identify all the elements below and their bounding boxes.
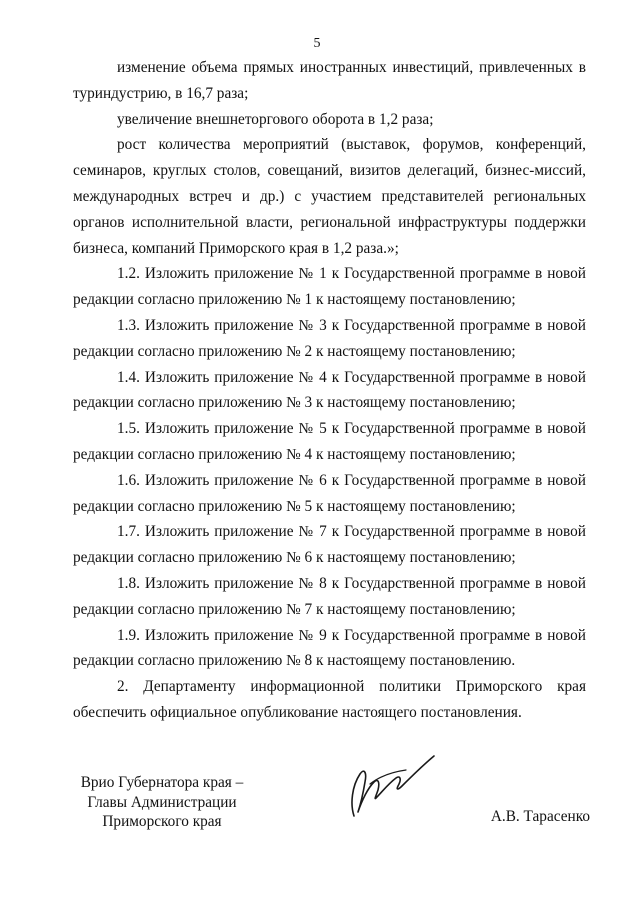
- paragraph-events-count: рост количества мероприятий (выставок, форумов, конференций, семинаров, круглых столов, совещаний, визитов делегаций, бизнес-миссий, международных встреч и др.) с участием представителей региональных органов исполнительной власти, региональной инфраструктуры поддержки бизнеса, компаний Приморского края в 1,2 раза.»;: [73, 136, 586, 257]
- signer-name: А.В. Тарасенко: [490, 808, 590, 825]
- paragraph-item-1-4: 1.4. Изложить приложение № 4 к Государственной программе в новой редакции согласно приложению № 3 к настоящему постановлению;: [73, 368, 586, 412]
- paragraph-item-1-7: 1.7. Изложить приложение № 7 к Государственной программе в новой редакции согласно приложению № 6 к настоящему постановлению;: [73, 523, 586, 567]
- document-body: [73, 55, 586, 726]
- position-line: Главы Администрации: [87, 793, 237, 811]
- paragraph-item-1-3: 1.3. Изложить приложение № 3 к Государственной программе в новой редакции согласно приложению № 2 к настоящему постановлению;: [73, 316, 586, 360]
- paragraph-item-1-6: 1.6. Изложить приложение № 6 к Государственной программе в новой редакции согласно приложению № 5 к настоящему постановлению;: [73, 471, 586, 515]
- paragraph-item-1-8: 1.8. Изложить приложение № 8 к Государственной программе в новой редакции согласно приложению № 7 к настоящему постановлению;: [73, 574, 586, 618]
- page-number: 5: [313, 36, 321, 51]
- signatory-position: [72, 773, 252, 832]
- position-line: Приморского края: [102, 813, 222, 830]
- handwritten-signature: [340, 748, 445, 828]
- paragraph-item-1-5: 1.5. Изложить приложение № 5 к Государственной программе в новой редакции согласно приложению № 4 к настоящему постановлению;: [73, 420, 586, 463]
- paragraph-fdi-tourism: изменение объема прямых иностранных инвестиций, привлеченных в туриндустрию, в 16,7 раза;: [73, 59, 586, 102]
- position-line: Врио Губернатора края –: [80, 774, 244, 791]
- paragraph-foreign-trade: увеличение внешнеторгового оборота в 1,2 раза;: [117, 110, 434, 128]
- paragraph-item-1-2: 1.2. Изложить приложение № 1 к Государственной программе в новой редакции согласно приложению № 1 к настоящему постановлению;: [73, 265, 586, 309]
- paragraph-item-2-publication: 2. Департаменту информационной политики Приморского края обеспечить официальное опубликование настоящего постановления.: [73, 678, 586, 721]
- paragraph-item-1-9: 1.9. Изложить приложение № 9 к Государственной программе в новой редакции согласно приложению № 8 к настоящему постановлению.: [73, 626, 586, 670]
